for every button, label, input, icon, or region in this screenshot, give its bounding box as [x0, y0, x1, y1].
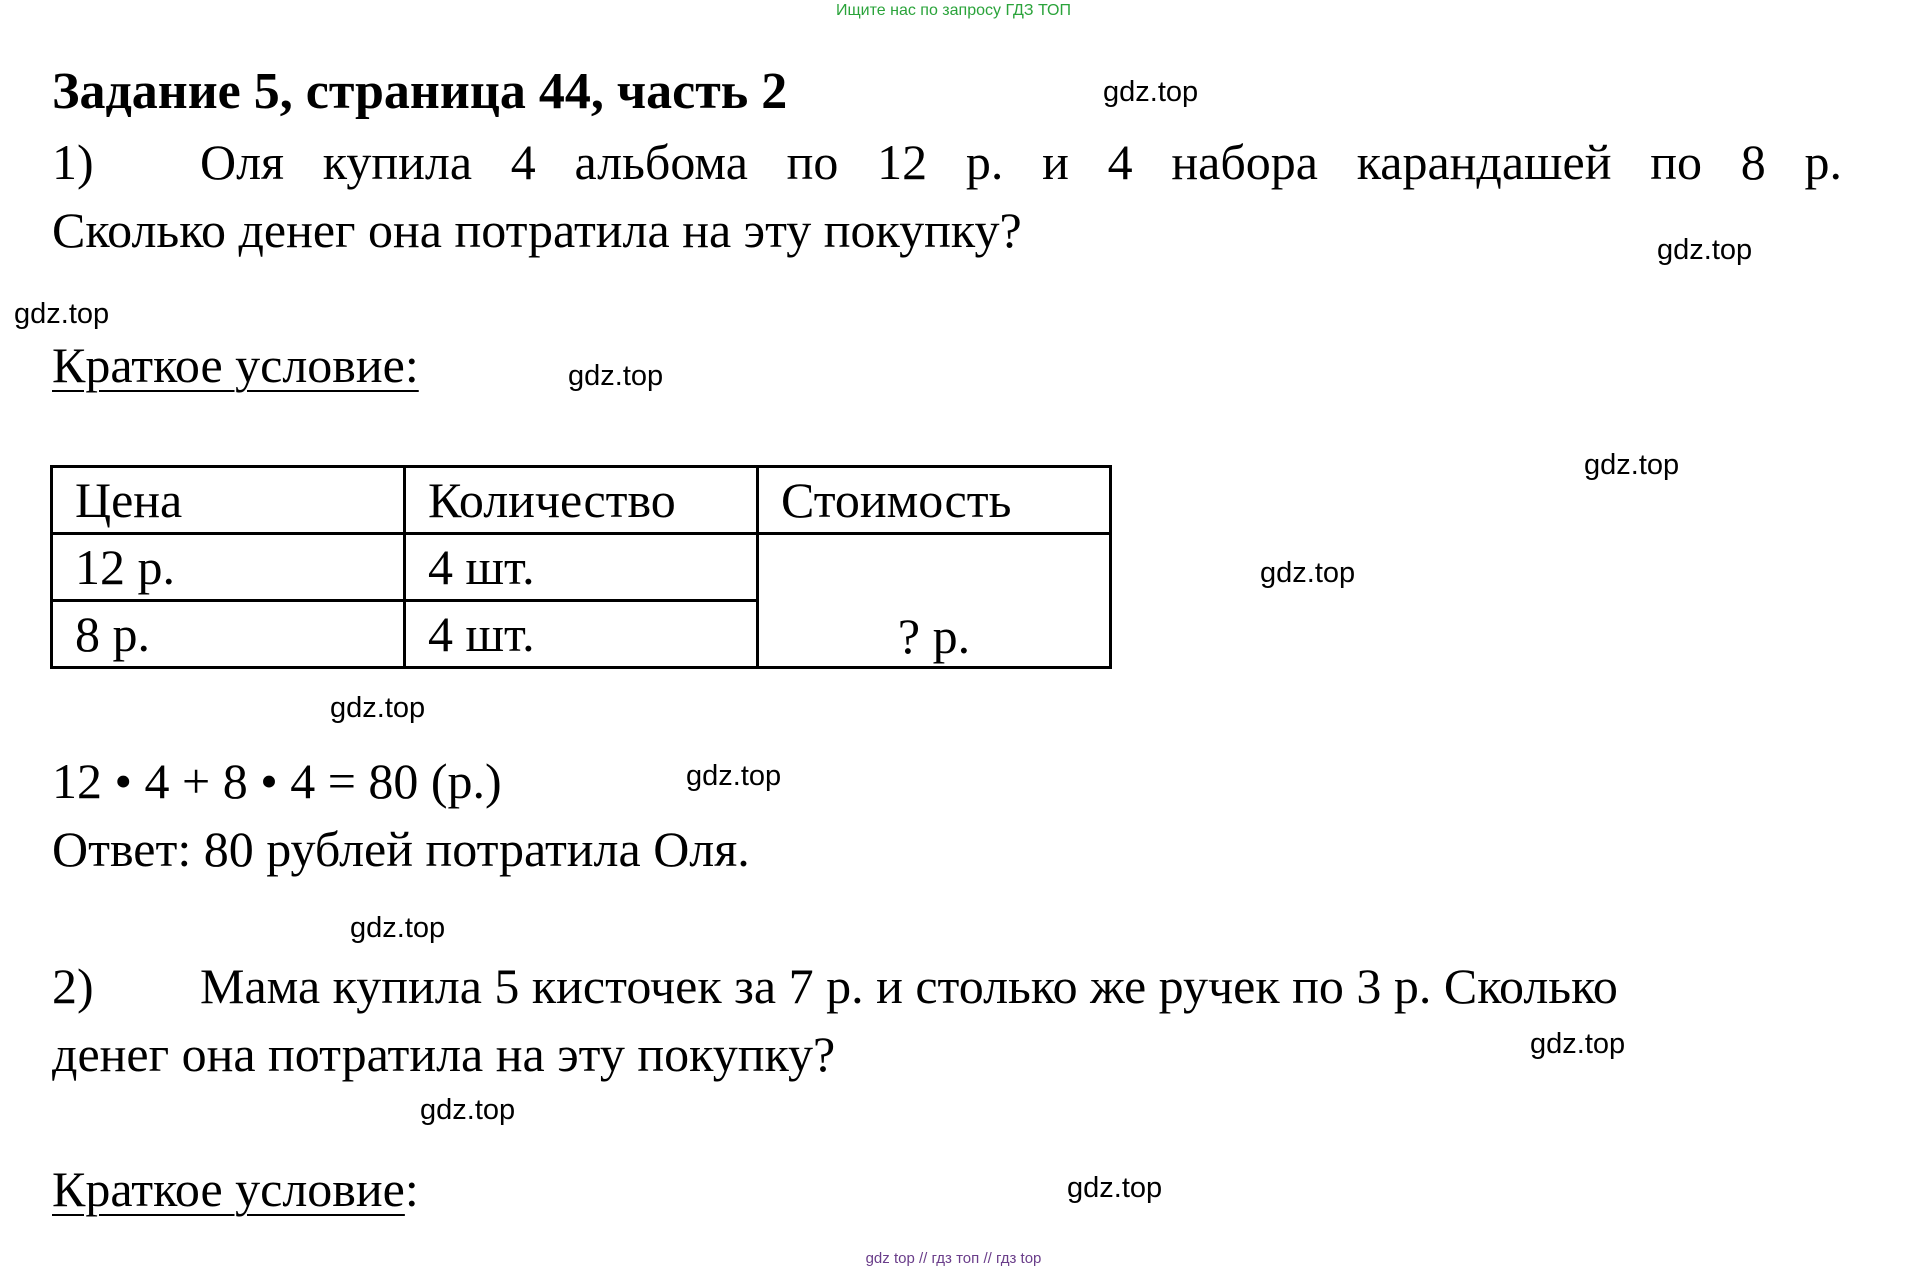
- brief-condition-heading-2: [52, 1160, 419, 1218]
- brief-condition-colon-2: :: [404, 1161, 419, 1217]
- watermark: gdz.top: [1067, 1172, 1163, 1204]
- footer-separator: //: [983, 1250, 992, 1267]
- table-cell: 12 р.: [52, 534, 405, 601]
- brief-condition-label-2: Краткое условие: [52, 1161, 405, 1217]
- table-header-cell: Цена: [52, 467, 405, 534]
- watermark: gdz.top: [420, 1094, 516, 1126]
- footer-link[interactable]: gdz top: [865, 1250, 915, 1267]
- watermark: gdz.top: [1584, 449, 1680, 481]
- watermark: gdz.top: [350, 912, 446, 944]
- table-cell: 4 шт.: [405, 534, 758, 601]
- top-banner[interactable]: Ищите нас по запросу ГДЗ ТОП: [836, 2, 1071, 19]
- watermark: gdz.top: [686, 760, 782, 792]
- task-1-line-1: 1) Оля купила 4 альбома по 12 р. и 4 набора карандашей по 8 р.: [52, 128, 1842, 196]
- brief-condition-heading: Краткое условие:: [52, 337, 419, 393]
- answer-text: Ответ: 80 рублей потратила Оля.: [52, 821, 750, 877]
- footer-link[interactable]: гдз топ: [931, 1250, 980, 1267]
- table-header-cell: Стоимость: [758, 467, 1111, 534]
- task-1-number: 1): [52, 134, 94, 190]
- table-cell: 4 шт.: [405, 601, 758, 668]
- table-cell: 8 р.: [52, 601, 405, 668]
- watermark: gdz.top: [568, 360, 664, 392]
- footer-link[interactable]: гдз top: [995, 1250, 1042, 1267]
- watermark: gdz.top: [14, 298, 110, 330]
- footer-separator: //: [918, 1250, 928, 1267]
- watermark: gdz.top: [1657, 234, 1753, 266]
- table-total-cell: ? р.: [758, 534, 1111, 668]
- task-1-line-2: Сколько денег она потратила на эту покупку?: [52, 202, 1022, 258]
- task-1-text: [52, 128, 1842, 264]
- table-header-cell: Количество: [405, 467, 758, 534]
- watermark: gdz.top: [1530, 1028, 1626, 1060]
- table-row: [52, 534, 1111, 601]
- table-header-row: [52, 467, 1111, 534]
- solution-expression: 12 • 4 + 8 • 4 = 80 (р.): [52, 753, 502, 809]
- footer-links: [0, 1250, 1907, 1267]
- task-2-number: 2): [52, 958, 94, 1014]
- watermark: gdz.top: [330, 692, 426, 724]
- watermark: gdz.top: [1103, 76, 1199, 108]
- task-2-line-2: денег она потратила на эту покупку?: [52, 1026, 836, 1082]
- task-2-text: [52, 952, 1842, 1088]
- watermark: gdz.top: [1260, 557, 1356, 589]
- task-2-line-1: 2) Мама купила 5 кисточек за 7 р. и столько же ручек по 3 р. Сколько: [52, 952, 1842, 1020]
- brief-condition-table: [50, 465, 1112, 669]
- page-title: Задание 5, страница 44, часть 2: [52, 63, 788, 120]
